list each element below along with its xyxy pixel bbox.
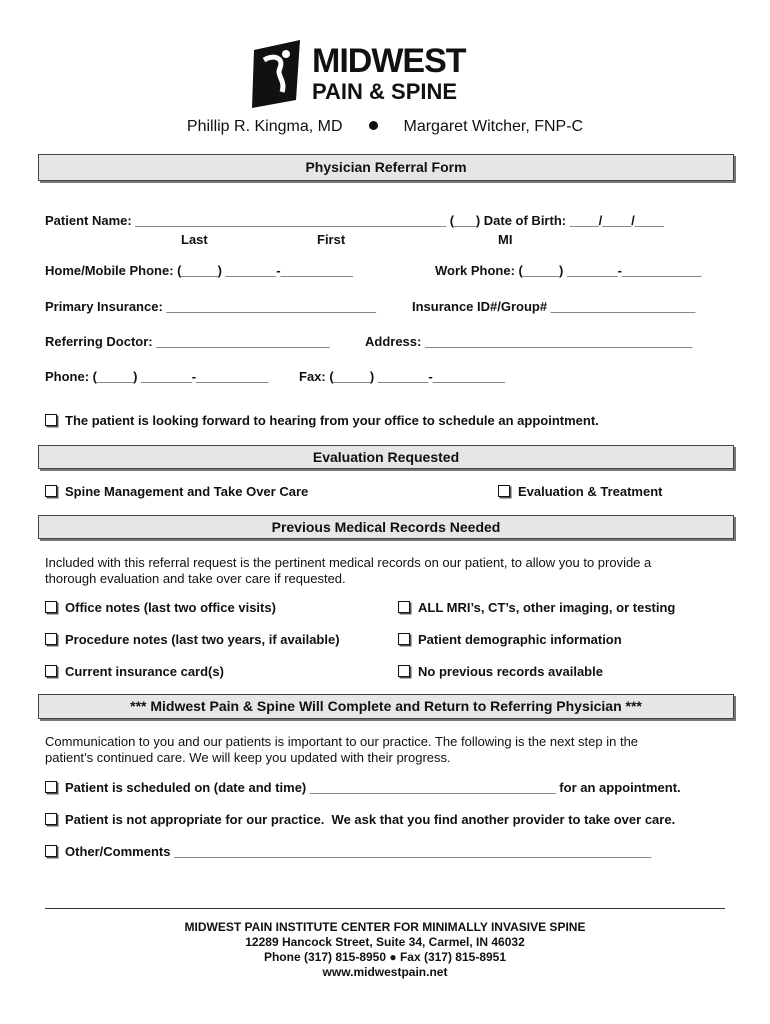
records-option	[45, 600, 276, 615]
scheduled-label[interactable]: Patient is scheduled on (date and time) __________________________________ for an appointment.	[65, 780, 681, 795]
label-mi: MI	[498, 232, 513, 247]
demographic-label: Patient demographic information	[418, 632, 622, 647]
not-appropriate-checkbox[interactable]	[45, 813, 57, 825]
physician-left: Phillip R. Kingma, MD	[186, 118, 343, 135]
midwest-logo	[250, 40, 470, 110]
records-intro-line-1: Included with this referral request is the pertinent medical records on our patient, to allow you to provide a	[45, 555, 652, 570]
procedure-notes-label: Procedure notes (last two years, if available)	[65, 632, 340, 647]
other-comments-option	[45, 844, 651, 859]
label-first: First	[317, 232, 346, 247]
address-field[interactable]: Address: _____________________________________	[365, 334, 693, 349]
not-appropriate-label: Patient is not appropriate for our practice. We ask that you find another provider to take over care.	[65, 812, 676, 827]
no-records-label: No previous records available	[418, 664, 603, 679]
spine-management-label: Spine Management and Take Over Care	[65, 484, 309, 499]
insurance-card-checkbox[interactable]	[45, 665, 57, 677]
spine-management-option	[45, 484, 308, 499]
imaging-checkbox[interactable]	[398, 601, 410, 613]
office-notes-label: Office notes (last two office visits)	[65, 600, 276, 615]
scheduled-option	[45, 780, 681, 795]
procedure-notes-checkbox[interactable]	[45, 633, 57, 645]
spine-management-checkbox[interactable]	[45, 485, 57, 497]
physician-right: Margaret Witcher, FNP-C	[403, 118, 584, 135]
footer-phone-fax: Phone (317) 815-8950 ● Fax (317) 815-8951	[263, 950, 507, 964]
no-records-checkbox[interactable]	[398, 665, 410, 677]
records-option	[45, 632, 340, 647]
evaluation-treatment-label: Evaluation & Treatment	[518, 484, 663, 499]
footer-org-name: MIDWEST PAIN INSTITUTE CENTER FOR MINIMALLY INVASIVE SPINE	[184, 920, 586, 934]
logo-text-pain-spine: PAIN & SPINE	[312, 79, 458, 104]
referring-doctor-field[interactable]: Referring Doctor: ________________________	[45, 334, 330, 349]
complete-intro-line-2: patient’s continued care. We will keep you updated with their progress.	[45, 750, 451, 765]
evaluation-treatment-checkbox[interactable]	[498, 485, 510, 497]
scheduled-checkbox[interactable]	[45, 781, 57, 793]
records-option	[45, 664, 224, 679]
spine-figure-icon	[250, 40, 306, 108]
appointment-checkbox[interactable]	[45, 414, 57, 426]
records-option	[398, 600, 675, 615]
primary-insurance-field[interactable]: Primary Insurance: _____________________________	[45, 299, 377, 314]
appointment-note-label: The patient is looking forward to hearing from your office to schedule an appointment.	[65, 413, 599, 428]
insurance-card-label: Current insurance card(s)	[65, 664, 224, 679]
footer-address: 12289 Hancock Street, Suite 34, Carmel, IN 46032	[245, 935, 525, 949]
phone-field[interactable]: Phone: (_____) _______-__________	[45, 369, 269, 384]
insurance-id-field[interactable]: Insurance ID#/Group# ____________________	[412, 299, 696, 314]
logo-text-midwest: MIDWEST	[312, 42, 466, 80]
records-option	[398, 632, 622, 647]
complete-intro	[45, 734, 638, 766]
label-last: Last	[181, 232, 208, 247]
office-notes-checkbox[interactable]	[45, 601, 57, 613]
other-comments-checkbox[interactable]	[45, 845, 57, 857]
form-title: Physician Referral Form	[38, 154, 734, 181]
complete-section-title: *** Midwest Pain & Spine Will Complete and Return to Referring Physician ***	[38, 694, 734, 719]
other-comments-label[interactable]: Other/Comments __________________________________________________________________	[65, 844, 652, 859]
evaluation-treatment-option	[498, 484, 662, 499]
fax-field[interactable]: Fax: (_____) _______-__________	[299, 369, 506, 384]
records-option	[398, 664, 603, 679]
not-appropriate-option	[45, 812, 675, 827]
footer-website[interactable]: www.midwestpain.net	[322, 965, 448, 979]
footer-divider	[45, 908, 725, 909]
patient-name-field[interactable]: Patient Name: ___________________________________________ (___) Date of Birth: ____/____/____	[45, 213, 664, 228]
demographic-checkbox[interactable]	[398, 633, 410, 645]
home-phone-field[interactable]: Home/Mobile Phone: (_____) _______-__________	[45, 263, 353, 278]
evaluation-section-title: Evaluation Requested	[38, 445, 734, 469]
physician-names	[0, 118, 770, 136]
imaging-label: ALL MRI’s, CT’s, other imaging, or testing	[418, 600, 676, 615]
work-phone-field[interactable]: Work Phone: (_____) _______-___________	[435, 263, 702, 278]
records-section-title: Previous Medical Records Needed	[38, 515, 734, 539]
complete-intro-line-1: Communication to you and our patients is important to our practice. The following is the next step in the	[45, 734, 639, 749]
records-intro	[45, 555, 651, 587]
bullet-icon	[369, 121, 378, 130]
records-intro-line-2: thorough evaluation and take over care if requested.	[45, 571, 346, 586]
appointment-note	[45, 413, 599, 428]
